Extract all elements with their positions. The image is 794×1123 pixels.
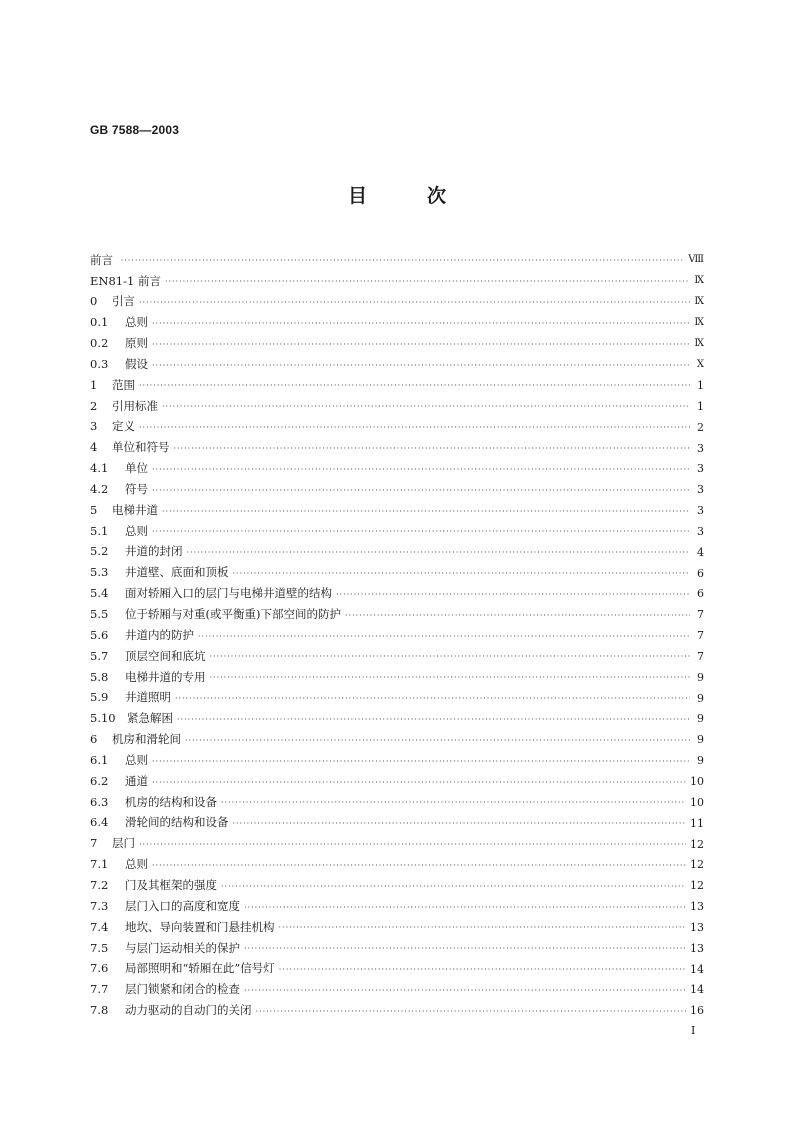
toc-entry-number: 7.4 (90, 919, 109, 934)
toc-entry-number: 6.2 (90, 773, 109, 788)
toc-entry[interactable] (90, 500, 704, 521)
dot-leader (152, 320, 690, 328)
toc-entry[interactable] (90, 584, 704, 605)
toc-entry-page: 12 (690, 879, 704, 893)
dot-leader (177, 716, 690, 724)
toc-entry-number: 7.6 (90, 961, 109, 976)
toc-entry[interactable] (90, 959, 704, 980)
toc-entry-title: 总则 (125, 523, 148, 538)
toc-entry-page: Ⅹ (696, 358, 704, 370)
toc-entry-title: 井道照明 (125, 690, 171, 705)
toc-entry-page: 1 (697, 399, 704, 413)
toc-entry-title: 动力驱动的自动门的关闭 (125, 1003, 252, 1018)
toc-entry[interactable] (90, 542, 704, 563)
toc-entry-number: 5.9 (90, 690, 109, 705)
dot-leader (210, 674, 691, 682)
dot-leader (152, 487, 690, 495)
toc-entry[interactable] (90, 354, 704, 375)
toc-entry-number: 5.3 (90, 565, 109, 580)
dot-leader (152, 758, 690, 766)
toc-entry-number: 7.1 (90, 857, 109, 872)
toc-entry[interactable] (90, 292, 704, 313)
toc-entry[interactable] (90, 271, 704, 292)
dot-leader (174, 445, 691, 453)
dot-leader (279, 966, 686, 974)
dot-leader (152, 466, 690, 474)
dot-leader (121, 257, 685, 265)
dot-leader (256, 1008, 687, 1016)
toc-entry-title: 位于轿厢与对重(或平衡重)下部空间的防护 (125, 607, 341, 622)
toc-entry-title: 单位 (125, 461, 148, 476)
table-of-contents (90, 250, 704, 1021)
toc-entry-page: 11 (690, 816, 704, 830)
toc-entry-page: 4 (697, 545, 704, 559)
toc-entry-page: 3 (697, 462, 704, 476)
toc-entry-title: 井道内的防护 (125, 627, 194, 642)
toc-entry-title: 井道的封闭 (125, 544, 183, 559)
toc-entry[interactable] (90, 729, 704, 750)
dot-leader (221, 799, 686, 807)
toc-entry-page: 12 (690, 858, 704, 872)
dot-leader (221, 883, 686, 891)
toc-entry-title: 总则 (125, 315, 148, 330)
toc-entry-page: 10 (690, 795, 704, 809)
dot-leader (152, 528, 690, 536)
dot-leader (233, 570, 691, 578)
dot-leader (152, 341, 690, 349)
toc-entry-number: 7.8 (90, 1003, 109, 1018)
toc-entry-title: 井道壁、底面和顶板 (125, 565, 229, 580)
toc-entry-number: 6.1 (90, 752, 109, 767)
toc-entry[interactable] (90, 813, 704, 834)
dot-leader (152, 779, 686, 787)
toc-entry-title: 范围 (112, 377, 135, 392)
toc-entry-number: 7.3 (90, 898, 109, 913)
toc-entry-title: 引言 (112, 294, 135, 309)
toc-entry-title: 单位和符号 (112, 440, 170, 455)
toc-entry-page: 13 (690, 900, 704, 914)
toc-entry-title: EN81-1 前言 (90, 273, 161, 288)
toc-entry[interactable] (90, 980, 704, 1001)
dot-leader (165, 278, 690, 286)
dot-leader (244, 904, 686, 912)
toc-entry-title: 通道 (125, 773, 148, 788)
toc-entry[interactable] (90, 250, 704, 271)
toc-entry[interactable] (90, 792, 704, 813)
toc-entry-title: 紧急解困 (127, 711, 173, 726)
dot-leader (139, 299, 690, 307)
page-number: Ⅰ (691, 1024, 696, 1037)
toc-entry-page: 9 (697, 712, 704, 726)
toc-entry-page: 7 (697, 608, 704, 622)
toc-entry-title: 滑轮间的结构和设备 (125, 815, 229, 830)
toc-entry-title: 电梯井道的专用 (125, 669, 206, 684)
toc-entry[interactable] (90, 333, 704, 354)
toc-entry-number: 4 (90, 440, 98, 455)
dot-leader (139, 841, 686, 849)
toc-entry-title: 与层门运动相关的保护 (125, 940, 240, 955)
toc-entry[interactable] (90, 896, 704, 917)
toc-entry-title: 假设 (125, 356, 148, 371)
dot-leader (210, 653, 691, 661)
toc-entry-page: Ⅷ (688, 254, 704, 266)
standard-id: GB 7588—2003 (90, 123, 180, 137)
toc-entry-page: 3 (697, 524, 704, 538)
toc-entry[interactable] (90, 438, 704, 459)
toc-entry-number: 6.3 (90, 794, 109, 809)
toc-entry-title: 电梯井道 (112, 502, 158, 517)
toc-entry-number: 5 (90, 502, 98, 517)
toc-entry-title: 门及其框架的强度 (125, 877, 217, 892)
toc-entry-page: 3 (697, 483, 704, 497)
toc-entry-title: 面对轿厢入口的层门与电梯井道壁的结构 (125, 586, 332, 601)
toc-entry[interactable] (90, 625, 704, 646)
toc-entry-title: 前言 (90, 252, 117, 267)
dot-leader (244, 945, 686, 953)
toc-entry[interactable] (90, 771, 704, 792)
toc-entry-page: 3 (697, 504, 704, 518)
toc-entry-page: 10 (690, 775, 704, 789)
toc-entry[interactable] (90, 938, 704, 959)
toc-entry-title: 总则 (125, 752, 148, 767)
toc-entry-number: 5.5 (90, 607, 109, 622)
toc-entry-number: 0.3 (90, 356, 109, 371)
toc-entry-title: 层门锁紧和闭合的检查 (125, 982, 240, 997)
toc-entry-page: Ⅸ (694, 275, 704, 287)
toc-entry[interactable] (90, 375, 704, 396)
toc-entry-number: 0 (90, 294, 98, 309)
dot-leader (336, 591, 690, 599)
toc-entry[interactable] (90, 313, 704, 334)
toc-entry-title: 机房的结构和设备 (125, 794, 217, 809)
toc-entry-number: 4.1 (90, 461, 109, 476)
toc-entry[interactable] (90, 417, 704, 438)
toc-entry[interactable] (90, 1000, 704, 1021)
toc-entry-title: 原则 (125, 336, 148, 351)
dot-leader (152, 362, 690, 370)
page-title (0, 181, 794, 208)
toc-entry-page: 9 (697, 733, 704, 747)
dot-leader (185, 737, 690, 745)
toc-entry-page: Ⅸ (694, 316, 704, 328)
toc-entry-number: 6 (90, 732, 98, 747)
toc-entry-title: 局部照明和“轿厢在此”信号灯 (125, 961, 275, 976)
toc-entry-page: 2 (697, 420, 704, 434)
toc-entry-title: 总则 (125, 857, 148, 872)
toc-entry[interactable] (90, 458, 704, 479)
toc-entry-number: 4.2 (90, 481, 109, 496)
toc-entry[interactable] (90, 646, 704, 667)
toc-entry-page: 13 (690, 920, 704, 934)
dot-leader (279, 924, 687, 932)
toc-entry[interactable] (90, 563, 704, 584)
toc-entry-title: 地坎、导向装置和门悬挂机构 (125, 919, 275, 934)
toc-entry-page: 7 (697, 649, 704, 663)
toc-entry-title: 机房和滑轮间 (112, 732, 181, 747)
dot-leader (175, 695, 690, 703)
dot-leader (139, 382, 690, 390)
toc-entry-number: 6.4 (90, 815, 109, 830)
toc-entry-number: 5.1 (90, 523, 109, 538)
toc-entry-page: 7 (697, 629, 704, 643)
toc-entry[interactable] (90, 688, 704, 709)
toc-entry-number: 7.2 (90, 877, 109, 892)
toc-entry[interactable] (90, 709, 704, 730)
dot-leader (345, 612, 690, 620)
toc-entry-title: 层门 (112, 836, 135, 851)
toc-entry-number: 5.6 (90, 627, 109, 642)
toc-entry-number: 7.5 (90, 940, 109, 955)
toc-entry[interactable] (90, 834, 704, 855)
toc-entry-number: 5.2 (90, 544, 109, 559)
dot-leader (162, 508, 690, 516)
toc-entry-number: 5.8 (90, 669, 109, 684)
toc-entry[interactable] (90, 604, 704, 625)
toc-entry-title: 顶层空间和底坑 (125, 648, 206, 663)
dot-leader (187, 549, 691, 557)
toc-entry[interactable] (90, 875, 704, 896)
toc-entry-number: 0.2 (90, 336, 109, 351)
toc-entry[interactable] (90, 396, 704, 417)
toc-entry-number: 5.4 (90, 586, 109, 601)
toc-entry[interactable] (90, 667, 704, 688)
toc-entry-page: 14 (690, 983, 704, 997)
toc-entry-number: 1 (90, 377, 98, 392)
dot-leader (233, 820, 687, 828)
toc-entry-number: 7.7 (90, 982, 109, 997)
dot-leader (198, 633, 690, 641)
toc-entry-page: 9 (697, 754, 704, 768)
toc-entry-page: 13 (690, 941, 704, 955)
dot-leader (162, 403, 690, 411)
toc-entry-title: 定义 (112, 419, 135, 434)
toc-entry[interactable] (90, 854, 704, 875)
dot-leader (244, 987, 686, 995)
toc-entry[interactable] (90, 917, 704, 938)
toc-entry-page: 6 (697, 587, 704, 601)
toc-entry[interactable] (90, 479, 704, 500)
toc-entry-number: 7 (90, 836, 98, 851)
toc-entry-page: 9 (697, 691, 704, 705)
toc-entry-number: 0.1 (90, 315, 109, 330)
toc-entry-number: 2 (90, 398, 98, 413)
title-char-2: 次 (427, 185, 447, 207)
toc-entry-number: 5.10 (90, 711, 116, 726)
toc-entry-page: Ⅸ (694, 337, 704, 349)
toc-entry-title: 引用标准 (112, 398, 158, 413)
toc-entry-page: 9 (697, 670, 704, 684)
toc-entry-title: 符号 (125, 481, 148, 496)
toc-entry-page: 12 (690, 837, 704, 851)
toc-entry-number: 3 (90, 419, 98, 434)
toc-entry-page: 3 (697, 441, 704, 455)
title-char-1: 目 (347, 185, 367, 207)
dot-leader (152, 862, 686, 870)
toc-entry-page: 16 (690, 1004, 704, 1018)
dot-leader (139, 424, 690, 432)
toc-entry-number: 5.7 (90, 648, 109, 663)
toc-entry[interactable] (90, 750, 704, 771)
toc-entry-page: 14 (690, 962, 704, 976)
toc-entry-page: Ⅸ (694, 296, 704, 308)
toc-entry-page: 1 (697, 378, 704, 392)
toc-entry-title: 层门入口的高度和宽度 (125, 898, 240, 913)
toc-entry[interactable] (90, 521, 704, 542)
toc-entry-page: 6 (697, 566, 704, 580)
